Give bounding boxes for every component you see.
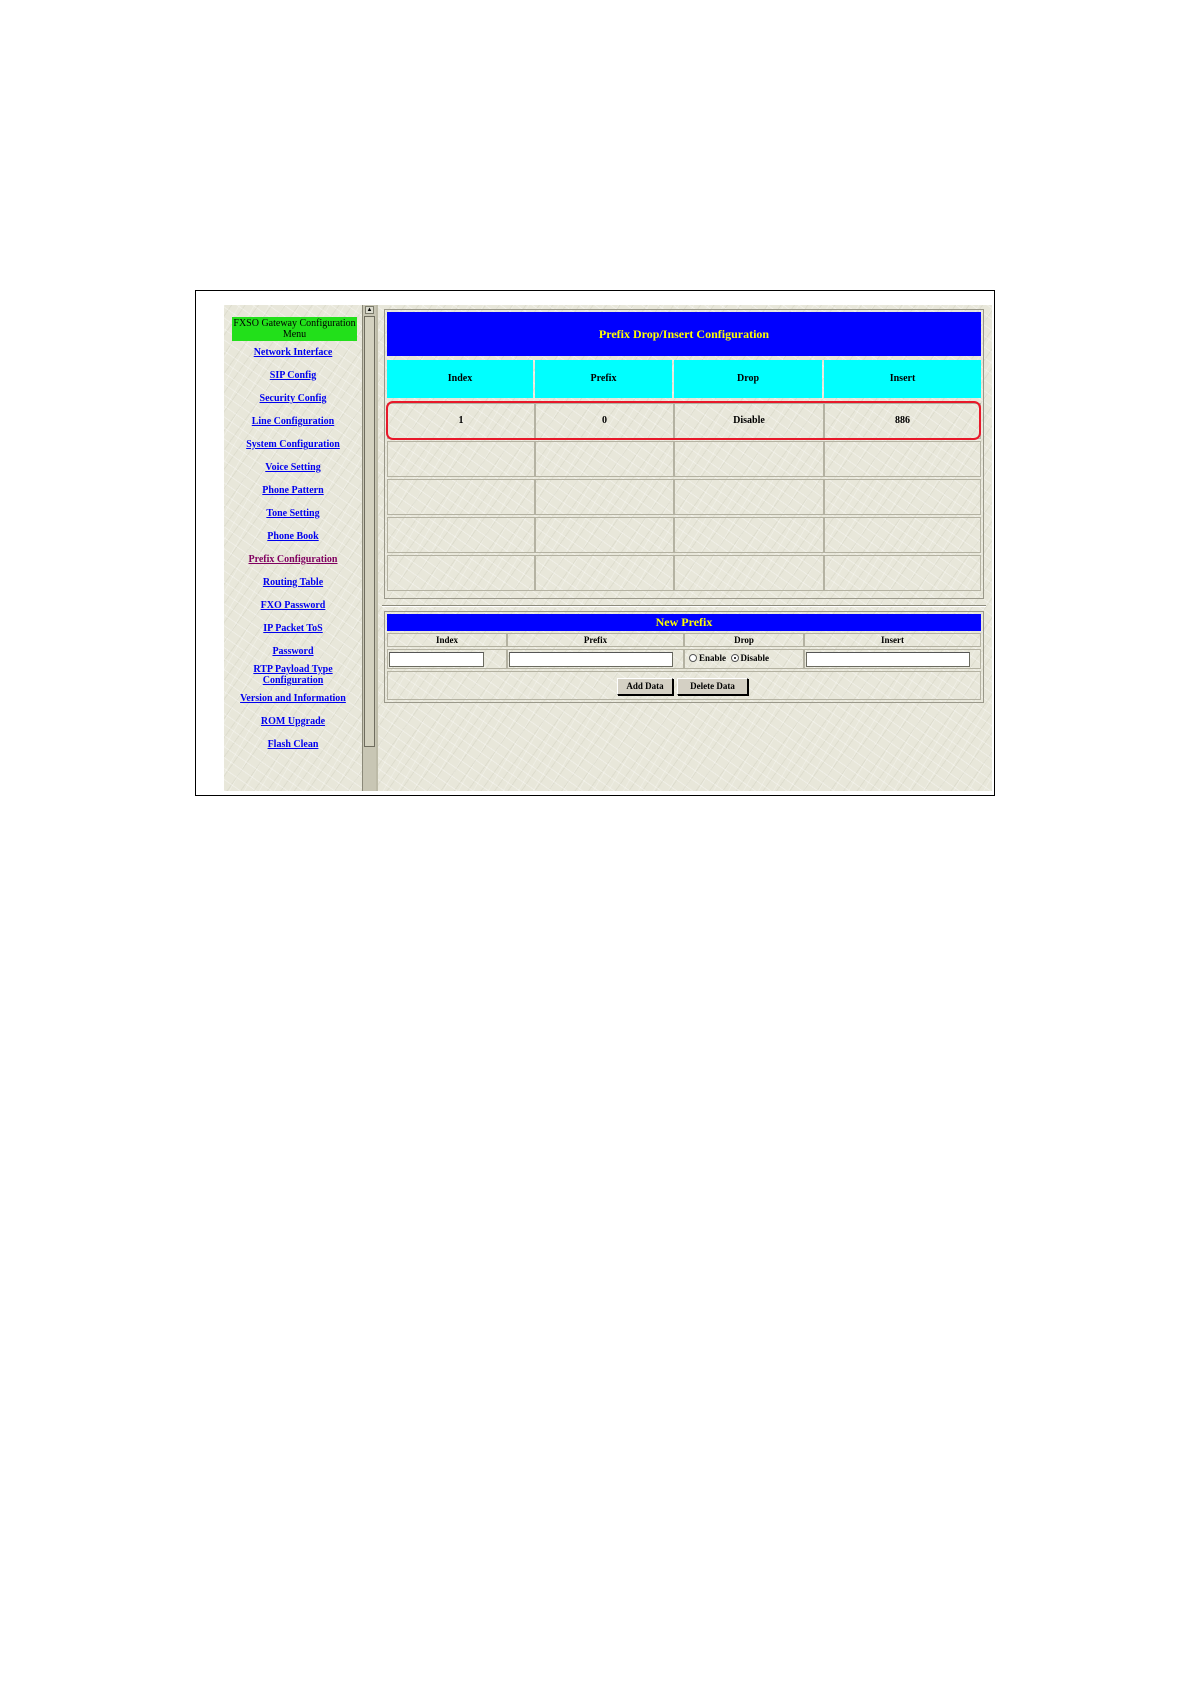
table-cell: 1: [387, 403, 535, 439]
table-cell: [387, 517, 535, 553]
prefix-table: [384, 309, 984, 599]
drop-disable-radio[interactable]: [731, 654, 739, 662]
table-cell: [387, 555, 535, 591]
table-cell: Disable: [674, 403, 824, 439]
menu-item-routing-table[interactable]: Routing Table: [262, 577, 324, 588]
table-cell: [674, 555, 824, 591]
menu-item-system-configuration[interactable]: System Configuration: [246, 439, 340, 450]
menu-item-version-information[interactable]: Version and Information: [240, 693, 346, 704]
table-cell: [824, 479, 981, 515]
header-prefix: Prefix: [535, 360, 672, 398]
header-drop: Drop: [674, 360, 822, 398]
header-insert: Insert: [824, 360, 981, 398]
table-cell: [535, 555, 674, 591]
menu-item-tone-setting[interactable]: Tone Setting: [266, 508, 320, 519]
add-data-button[interactable]: Add Data: [617, 678, 673, 695]
menu-item-security-config[interactable]: Security Config: [259, 393, 327, 404]
table-cell: [535, 517, 674, 553]
menu-item-network-interface[interactable]: Network Interface: [253, 347, 333, 358]
main-content: [378, 305, 992, 791]
menu-item-ip-packet-tos[interactable]: IP Packet ToS: [263, 623, 323, 634]
header-index: Index: [387, 360, 533, 398]
menu-item-rtp-payload-type[interactable]: RTP Payload Type Configuration: [253, 664, 333, 686]
table-cell: [824, 555, 981, 591]
screenshot-frame: [195, 290, 995, 796]
menu-item-prefix-configuration[interactable]: Prefix Configuration: [248, 554, 338, 565]
insert-input[interactable]: [806, 652, 970, 667]
menu-scrollbar[interactable]: [362, 305, 376, 791]
drop-radio-group: [689, 653, 769, 663]
drop-enable-label: Enable: [699, 653, 727, 663]
button-row: [387, 671, 981, 700]
prefix-table-title: Prefix Drop/Insert Configuration: [387, 312, 981, 356]
table-cell: [674, 441, 824, 477]
table-cell: [674, 517, 824, 553]
table-cell: [824, 517, 981, 553]
menu-item-phone-pattern[interactable]: Phone Pattern: [262, 485, 324, 496]
menu-item-phone-book[interactable]: Phone Book: [267, 531, 319, 542]
menu-item-voice-setting[interactable]: Voice Setting: [265, 462, 321, 473]
table-cell: [535, 441, 674, 477]
menu-title: FXSO Gateway Configuration Menu: [233, 318, 356, 340]
menu-item-rom-upgrade[interactable]: ROM Upgrade: [260, 716, 326, 727]
table-cell: [387, 479, 535, 515]
drop-disable-label: Disable: [740, 653, 770, 663]
table-cell: [824, 441, 981, 477]
menu-item-password[interactable]: Password: [272, 646, 314, 657]
menu-item-line-configuration[interactable]: Line Configuration: [251, 416, 335, 427]
scroll-up-arrow-icon[interactable]: ▲: [366, 307, 373, 313]
delete-data-button[interactable]: Delete Data: [677, 678, 748, 695]
menu-item-fxo-password[interactable]: FXO Password: [260, 600, 326, 611]
table-cell: [387, 441, 535, 477]
prefix-input[interactable]: [509, 652, 673, 667]
table-cell: [674, 479, 824, 515]
scroll-thumb[interactable]: [364, 316, 375, 747]
menu-item-flash-clean[interactable]: Flash Clean: [267, 739, 319, 750]
new-header-insert: Insert: [804, 633, 981, 647]
new-header-index: Index: [387, 633, 507, 647]
table-cell: 0: [535, 403, 674, 439]
new-header-drop: Drop: [684, 633, 804, 647]
new-header-prefix: Prefix: [507, 633, 684, 647]
new-prefix-title: New Prefix: [387, 614, 981, 631]
config-menu: [224, 305, 362, 791]
new-prefix-form: [384, 611, 984, 703]
menu-item-sip-config[interactable]: SIP Config: [269, 370, 317, 381]
drop-enable-radio[interactable]: [689, 654, 697, 662]
table-cell: 886: [824, 403, 981, 439]
index-input[interactable]: [389, 652, 484, 667]
table-cell: [535, 479, 674, 515]
section-separator: [382, 605, 986, 607]
